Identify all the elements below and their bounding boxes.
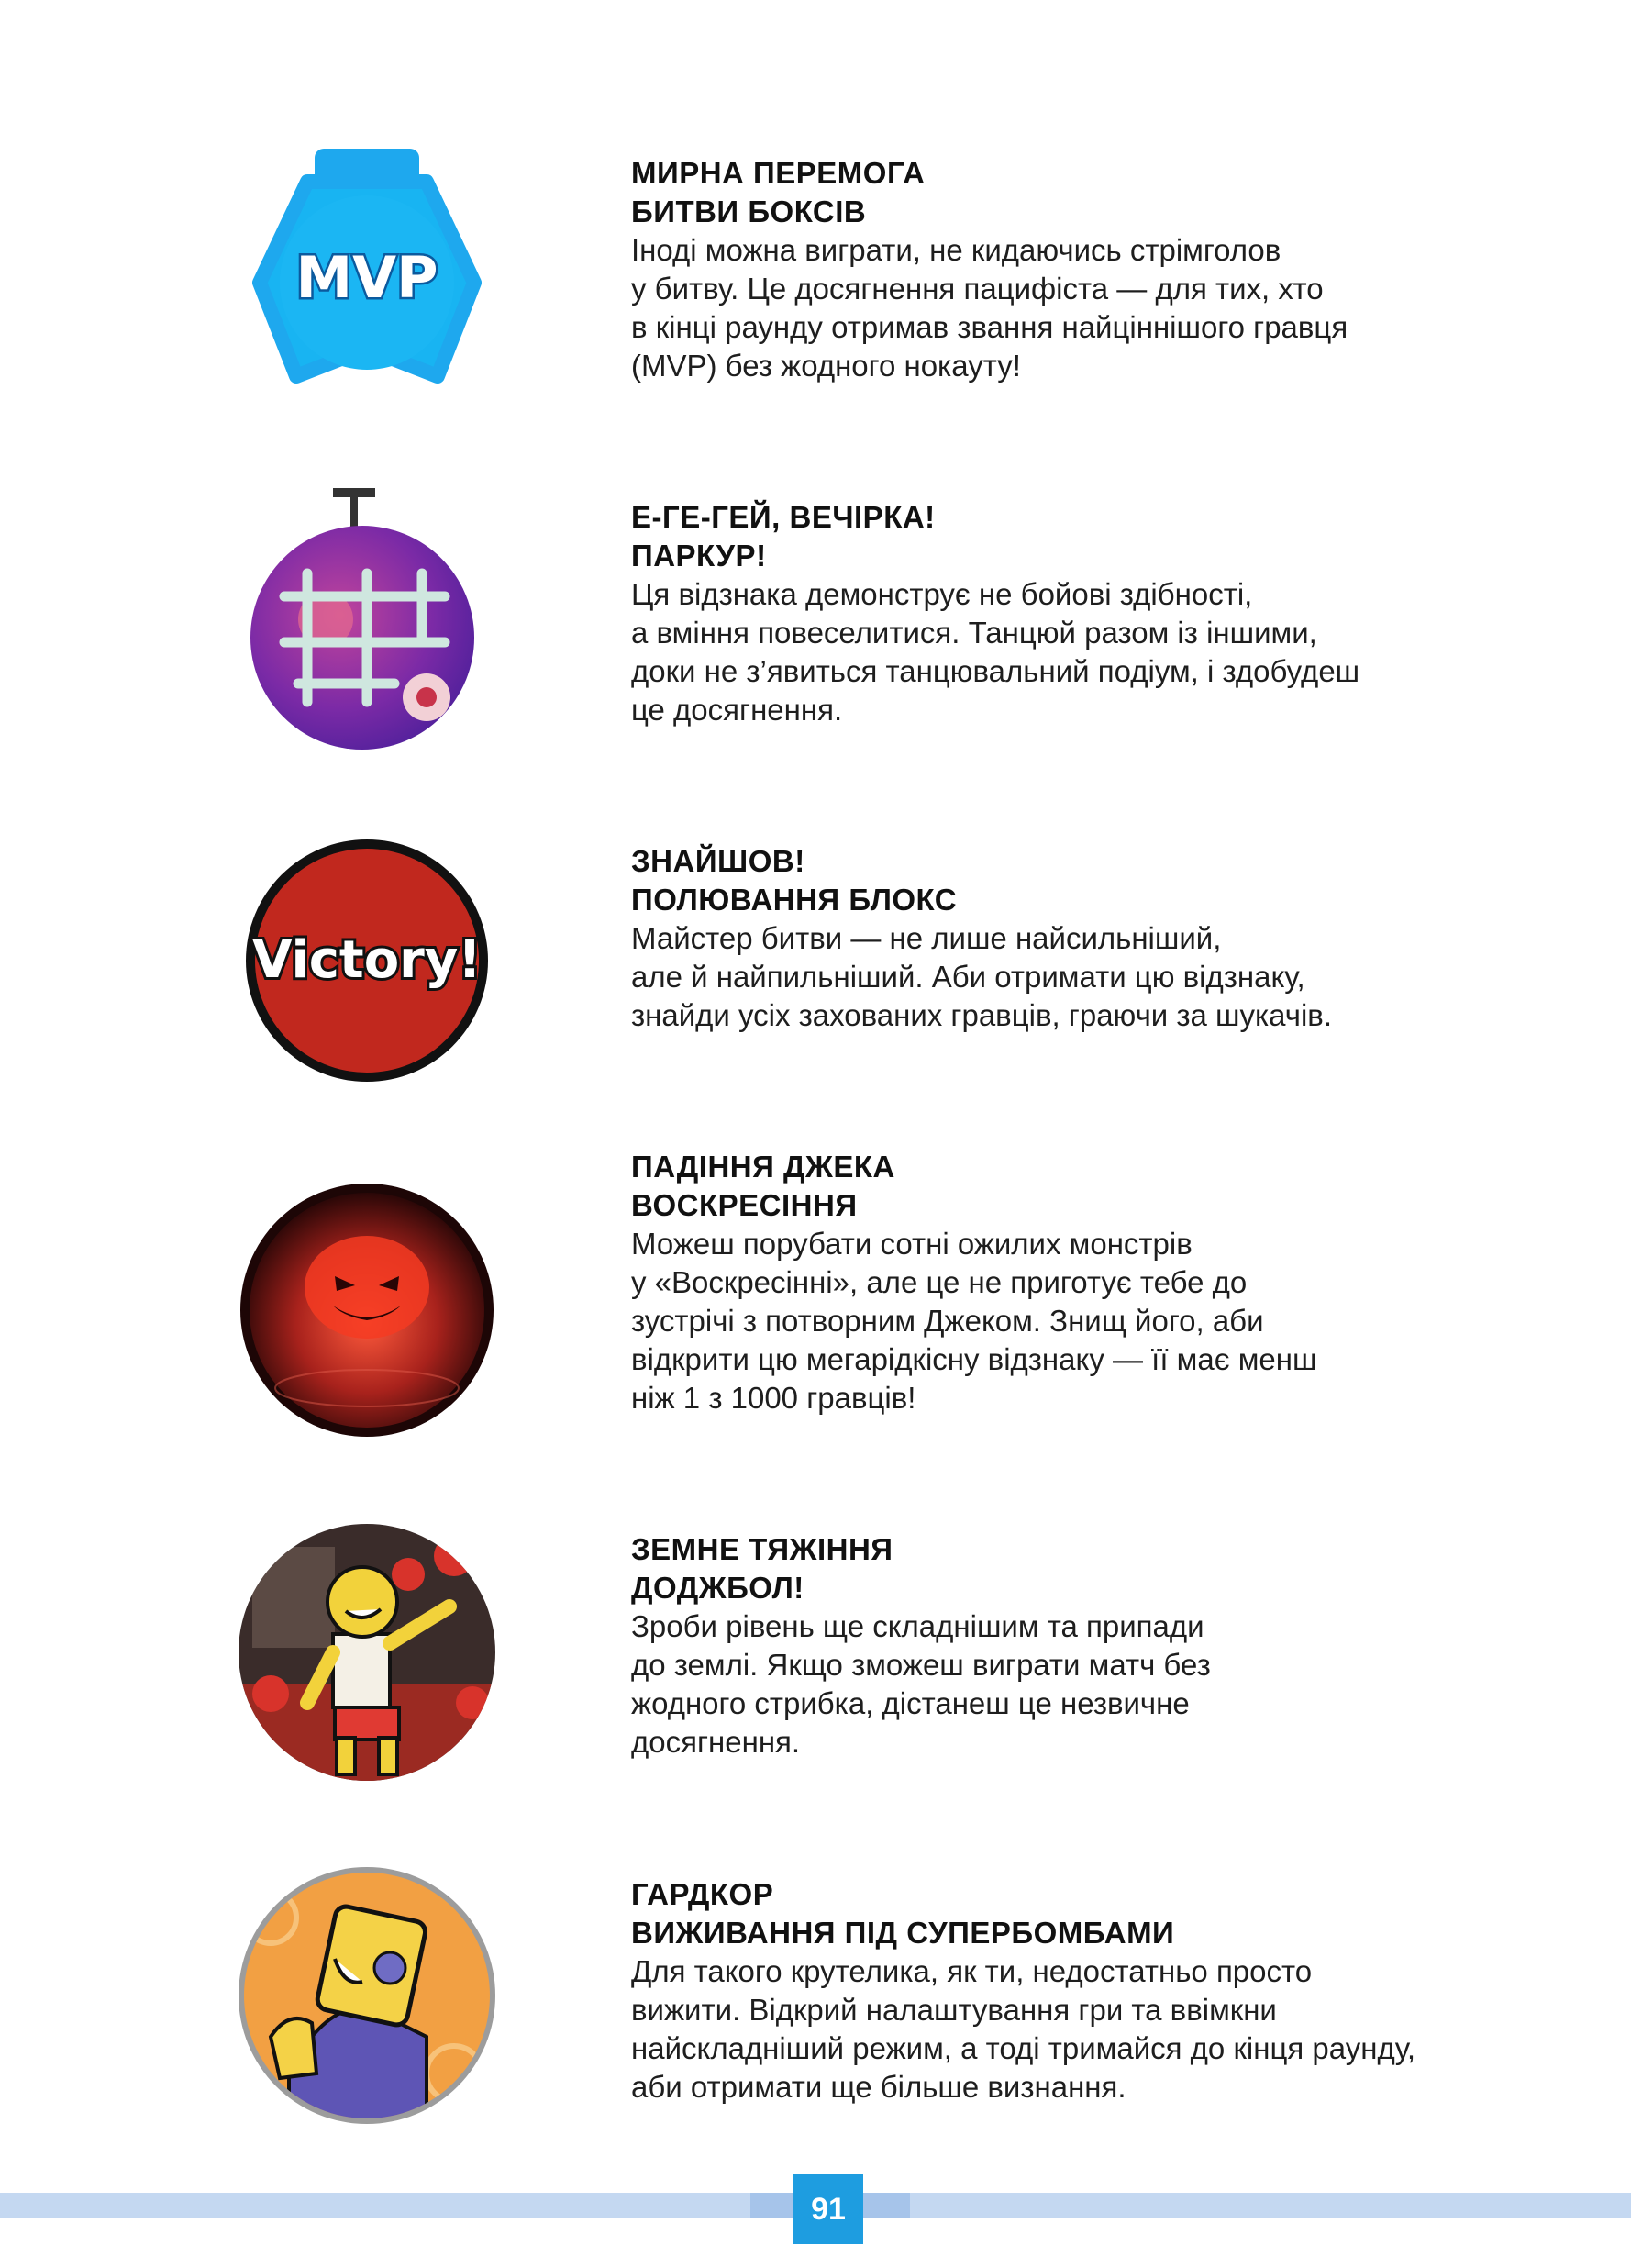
pumpkin-jack-badge-icon — [234, 1177, 500, 1443]
achievement-description-line: зустрічі з потворним Джеком. Знищ його, аби — [631, 1304, 1264, 1338]
achievement-description-line: у «Воскресінні», але це не приготує тебе до — [631, 1265, 1248, 1299]
achievement-game: ВОСКРЕСІННЯ — [631, 1188, 858, 1222]
achievement-description-line: Майстер битви — не лише найсильніший, — [631, 921, 1222, 955]
achievement-title: ГАРДКОР — [631, 1877, 774, 1911]
achievement-description-line: до землі. Якщо зможеш виграти матч без — [631, 1648, 1211, 1682]
achievement-description-line: аби отримати ще більше визнання. — [631, 2070, 1126, 2104]
achievement-description-line: Можеш порубати сотні ожилих монстрів — [631, 1227, 1193, 1261]
achievement-description-line: ніж 1 з 1000 гравців! — [631, 1381, 916, 1415]
achievement-game: ПАРКУР! — [631, 539, 767, 573]
achievement-game: ВИЖИВАННЯ ПІД СУПЕРБОМБАМИ — [631, 1916, 1175, 1950]
achievement-description-line: жодного стрибка, дістанеш це незвичне — [631, 1686, 1190, 1720]
achievement-title: ЗНАЙШОВ! — [631, 844, 805, 878]
achievement-description-line: Ця відзнака демонструє не бойові здібності, — [631, 577, 1253, 611]
achievement-description-line: в кінці раунду отримав звання найціннішого гравця — [631, 310, 1348, 344]
achievement-description-line: доки не з’явиться танцювальний подіум, і здобудеш — [631, 654, 1360, 688]
achievement-description-line: це досягнення. — [631, 693, 843, 727]
achievement-game: БИТВИ БОКСІВ — [631, 195, 867, 228]
achievement-description-line: у битву. Це досягнення пацифіста — для тих, хто — [631, 272, 1324, 306]
achievement-description-line: відкрити цю мегарідкісну відзнаку — її має менш — [631, 1342, 1317, 1376]
achievement-description-line: а вміння повеселитися. Танцюй разом із іншими, — [631, 616, 1317, 650]
thumbs-up-character-badge-icon — [234, 1862, 500, 2129]
achievement-description-line: знайди усіх захованих гравців, граючи за шукачів. — [631, 998, 1333, 1032]
mvp-badge-label: MVP — [295, 244, 438, 311]
achievement-description-line: досягнення. — [631, 1725, 801, 1759]
dodgeball-character-badge-icon — [234, 1519, 500, 1785]
disco-ball-badge-icon — [234, 486, 500, 752]
achievement-description-line: Для такого крутелика, як ти, недостатньо просто — [631, 1954, 1313, 1988]
achievement-title: ПАДІННЯ ДЖЕКА — [631, 1150, 895, 1184]
achievement-title: Е-ГЕ-ГЕЙ, ВЕЧІРКА! — [631, 500, 936, 534]
victory-badge-icon — [234, 828, 500, 1094]
achievement-game: ДОДЖБОЛ! — [631, 1571, 804, 1605]
achievement-description-line: найскладніший режим, а тоді тримайся до кінця раунду, — [631, 2031, 1416, 2065]
achievement-description-line: (MVP) без жодного нокауту! — [631, 349, 1021, 383]
achievement-game: ПОЛЮВАННЯ БЛОКС — [631, 883, 958, 917]
achievement-title: МИРНА ПЕРЕМОГА — [631, 156, 926, 190]
achievement-title: ЗЕМНЕ ТЯЖІННЯ — [631, 1532, 893, 1566]
mvp-badge-icon — [234, 145, 500, 411]
page-number: 91 — [793, 2174, 863, 2244]
achievement-description-line: вижити. Відкрий налаштування гри та ввімкни — [631, 1993, 1277, 2027]
achievement-description-line: Іноді можна виграти, не кидаючись стрімголов — [631, 233, 1282, 267]
victory-badge-label: Victory! — [252, 930, 482, 990]
achievement-description-line: Зроби рівень ще складнішим та припади — [631, 1609, 1204, 1643]
achievement-description-line: але й найпильніший. Аби отримати цю відзнаку, — [631, 960, 1305, 994]
